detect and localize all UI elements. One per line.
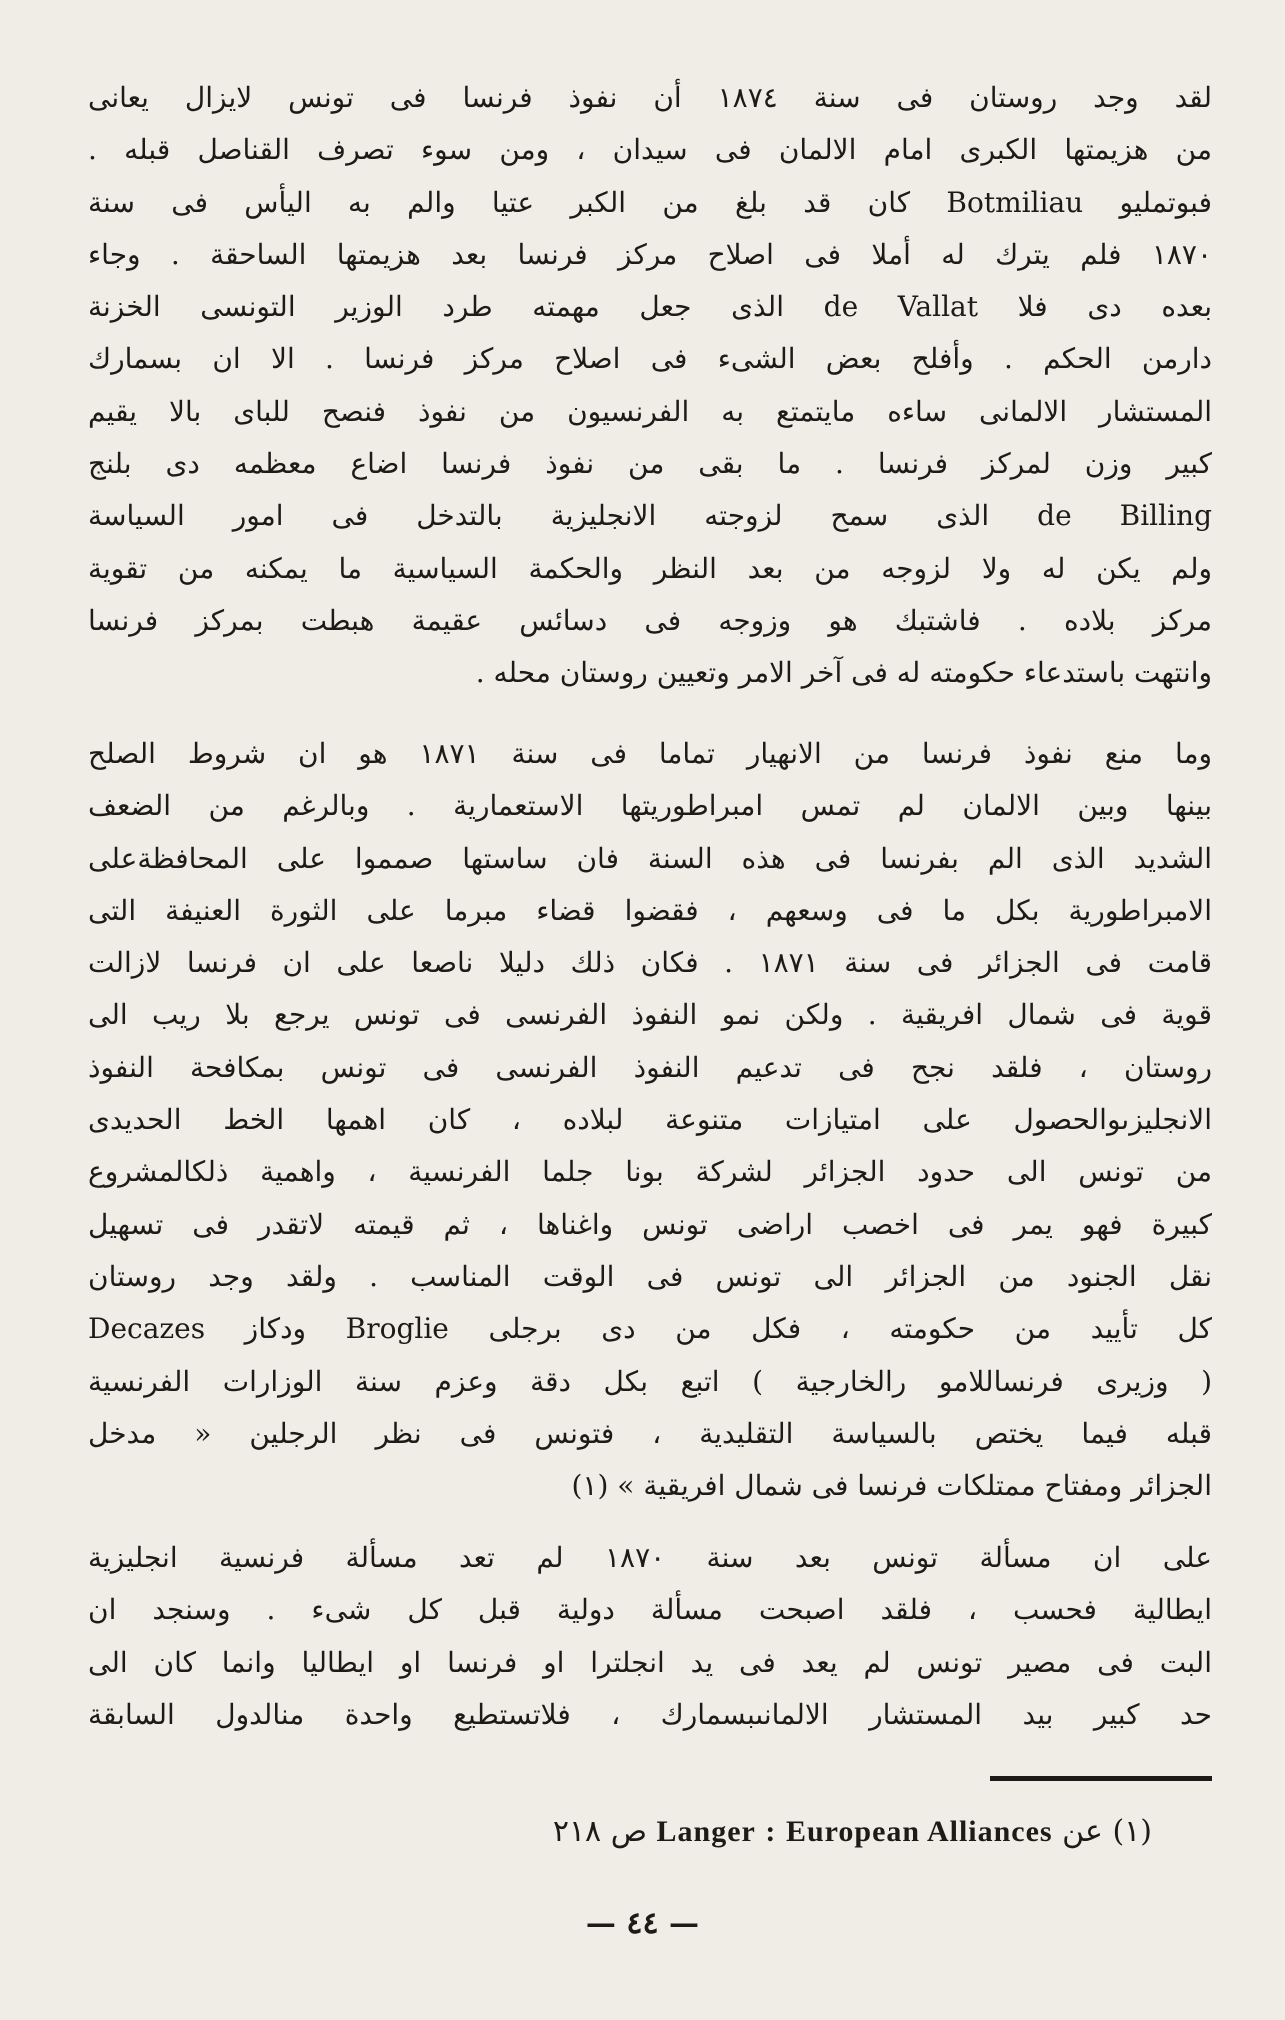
text-line: كبيرة فهو يمر فى اخصب اراضى تونس واغناها ، ثم قيمته لاتقدر فى تسهيل (88, 1207, 1212, 1241)
text-line: ولم يكن له ولا لزوجه من بعد النظر والحكمة السياسية ما يمكنه من تقوية (88, 551, 1212, 585)
text-line: نقل الجنود من الجزائر الى تونس فى الوقت المناسب . ولقد وجد روستان (88, 1259, 1212, 1293)
footnote-marker: (١) عن (1062, 1814, 1152, 1849)
text-line: قوية فى شمال افريقية . ولكن نمو النفوذ الفرنسى فى تونس يرجع بلا ريب الى (88, 998, 1212, 1032)
text-line: الانجليزىوالحصول على امتيازات متنوعة لبلاده ، كان اهمها الخط الحديدى (88, 1103, 1212, 1137)
footnote-divider (990, 1776, 1212, 1781)
text-line: بينها وبين الالمان لم تمس امبراطوريتها الاستعمارية . وبالرغم من الضعف (88, 789, 1212, 823)
text-line: ايطالية فحسب ، فلقد اصبحت مسألة دولية قبل كل شىء . وسنجد ان (88, 1593, 1212, 1627)
text-line: كل تأييد من حكومته ، فكل من دى برجلى Broglie ودكاز Decazes (88, 1312, 1212, 1346)
text-line: روستان ، فلقد نجح فى تدعيم النفوذ الفرنسى فى تونس بمكافحة النفوذ (88, 1050, 1212, 1084)
paragraph-2 (88, 728, 1212, 1512)
text-line: ١٨٧٠ فلم يترك له أملا فى اصلاح مركز فرنسا بعد هزيمتها الساحقة . وجاء (88, 237, 1212, 271)
text-line: فبوتمليو Botmiliau كان قد بلغ من الكبر عتيا والم به اليأس فى سنة (88, 185, 1212, 219)
text-line: لقد وجد روستان فى سنة ١٨٧٤ أن نفوذ فرنسا فى تونس لايزال يعانى (88, 81, 1212, 114)
text-line: de Billing الذى سمح لزوجته الانجليزية بالتدخل فى امور السياسة (88, 499, 1212, 533)
text-line: على ان مسألة تونس بعد سنة ١٨٧٠ لم تعد مسألة فرنسية انجليزية (88, 1541, 1212, 1574)
text-line: وانتهت باستدعاء حكومته له فى آخر الامر وتعيين روستان محله . (475, 656, 1212, 690)
text-line: قبله فيما يختص بالسياسة التقليدية ، فتونس فى نظر الرجلين « مدخل (88, 1416, 1212, 1450)
text-line: كبير وزن لمركز فرنسا . ما بقى من نفوذ فرنسا اضاع معظمه دى بلنج (88, 447, 1212, 481)
footnote-page: ص ٢١٨ (552, 1814, 647, 1849)
page-number: — ٤٤ — (585, 1906, 700, 1941)
paragraph-1-body (88, 72, 1212, 700)
paragraph-3-body (88, 1532, 1212, 1741)
text-line: ( وزيرى فرنساللامو رالخارجية ) اتبع بكل دقة وعزم سنة الوزارات الفرنسية (88, 1364, 1212, 1398)
text-line: مركز بلاده . فاشتبك هو وزوجه فى دسائس عقيمة هبطت بمركز فرنسا (88, 603, 1212, 637)
text-line: من هزيمتها الكبرى امام الالمان فى سيدان ، ومن سوء تصرف القناصل قبله . (88, 133, 1212, 167)
footnote (88, 1808, 1152, 1856)
text-line: البت فى مصير تونس لم يعد فى يد انجلترا او فرنسا او ايطاليا وانما كان الى (88, 1645, 1212, 1679)
text-line: الشديد الذى الم بفرنسا فى هذه السنة فان ساستها صمموا على المحافظةعلى (88, 841, 1212, 875)
text-line: دارمن الحكم . وأفلح بعض الشىء فى اصلاح مركز فرنسا . الا ان بسمارك (88, 342, 1212, 376)
text-line: من تونس الى حدود الجزائر لشركة بونا جلما الفرنسية ، واهمية ذلكالمشروع (88, 1155, 1212, 1189)
text-line: المستشار الالمانى ساءه مايتمتع به الفرنسيون من نفوذ فنصح للباى بالا يقيم (88, 394, 1212, 428)
footnote-author: Langer (656, 1815, 756, 1848)
text-line: قامت فى الجزائر فى سنة ١٨٧١ . فكان ذلك دليلا ناصعا على ان فرنسا لازالت (88, 946, 1212, 980)
paragraph-2-body (88, 728, 1212, 1512)
paragraph-3 (88, 1532, 1212, 1741)
text-line: بعده دى فلا de Vallat الذى جعل مهمته طرد الوزير التونسى الخزنة (88, 290, 1212, 324)
text-line: حد كبير بيد المستشار الالمانىبسمارك ، فلاتستطيع واحدة منالدول السابقة (88, 1697, 1212, 1731)
text-line: الامبراطورية بكل ما فى وسعهم ، فقضوا قضاء مبرما على الثورة العنيفة التى (88, 893, 1212, 927)
text-line: الجزائر ومفتاح ممتلكات فرنسا فى شمال افريقية » (١) (571, 1469, 1212, 1503)
paragraph-1 (88, 72, 1212, 700)
footnote-title: European Alliances (785, 1815, 1053, 1848)
footnote-separator: : (765, 1815, 777, 1848)
text-line: وما منع نفوذ فرنسا من الانهيار تماما فى سنة ١٨٧١ هو ان شروط الصلح (88, 737, 1212, 770)
